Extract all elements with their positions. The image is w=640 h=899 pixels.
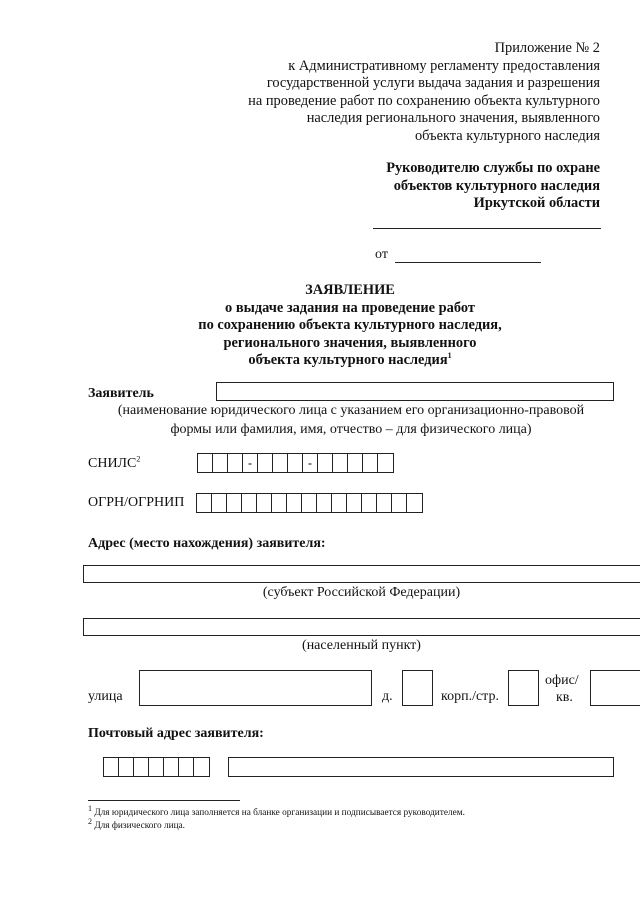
postal-index-cell[interactable] — [164, 758, 179, 776]
footnote-text: Для юридического лица заполняется на бланке организации и подписывается руководителем. — [94, 808, 465, 818]
snils-cell[interactable] — [363, 454, 378, 472]
applicant-hint-1: (наименование юридического лица с указанием его организационно-правовой — [117, 403, 585, 418]
ogrn-cell[interactable] — [257, 494, 272, 512]
recipient-line: Руководителю службы по охране — [386, 160, 600, 176]
ogrn-cell[interactable] — [332, 494, 347, 512]
recipient-name-line[interactable] — [373, 228, 601, 229]
recipient-line: Иркутской области — [473, 195, 600, 212]
applicant-label: Заявитель — [88, 386, 154, 401]
title-line: объекта культурного наследия — [248, 352, 448, 369]
subject-field[interactable] — [83, 565, 640, 583]
appendix-line: объекта культурного наследия — [414, 127, 600, 144]
snils-separator: - — [243, 454, 258, 472]
ogrn-field[interactable] — [196, 493, 423, 513]
locality-hint: (населенный пункт) — [302, 638, 421, 653]
snils-cell[interactable] — [348, 454, 363, 472]
snils-label — [88, 456, 140, 472]
title-line: о выдаче задания на проведение работ — [225, 299, 475, 316]
footnote-mark: 1 — [88, 803, 92, 813]
ogrn-cell[interactable] — [362, 494, 377, 512]
ogrn-cell[interactable] — [242, 494, 257, 512]
ogrn-cell[interactable] — [407, 494, 422, 512]
postal-index-cell[interactable] — [134, 758, 149, 776]
office-label-2: кв. — [556, 690, 573, 705]
snils-cell[interactable] — [273, 454, 288, 472]
postal-label: Почтовый адрес заявителя: — [88, 726, 264, 741]
snils-cell[interactable] — [333, 454, 348, 472]
house-label: д. — [382, 689, 393, 704]
locality-field[interactable] — [83, 618, 640, 636]
subject-hint: (субъект Российской Федерации) — [262, 585, 461, 600]
snils-cell[interactable] — [378, 454, 393, 472]
snils-field[interactable] — [197, 453, 394, 473]
appendix-line: к Административному регламенту предоставления — [288, 57, 600, 74]
footnote-1 — [88, 803, 465, 819]
ogrn-label: ОГРН/ОГРНИП — [88, 495, 185, 510]
footnote-mark: 2 — [88, 816, 92, 826]
footnote-divider — [88, 800, 240, 801]
title-line: по сохранению объекта культурного наследия, — [198, 317, 502, 334]
appendix-line: Приложение № 2 — [494, 40, 600, 56]
title-heading: ЗАЯВЛЕНИЕ — [305, 282, 395, 298]
ogrn-cell[interactable] — [392, 494, 407, 512]
postal-address-field[interactable] — [228, 757, 614, 777]
snils-cell[interactable] — [288, 454, 303, 472]
office-label-1: офис/ — [545, 673, 579, 688]
applicant-field[interactable] — [216, 382, 614, 401]
snils-cell[interactable] — [258, 454, 273, 472]
house-field[interactable] — [402, 670, 433, 706]
applicant-hint-2: формы или фамилия, имя, отчество – для физического лица) — [170, 422, 532, 437]
postal-index-cell[interactable] — [119, 758, 134, 776]
street-field[interactable] — [139, 670, 372, 706]
snils-label-text: СНИЛС — [88, 456, 137, 471]
snils-cell[interactable] — [198, 454, 213, 472]
appendix-line: государственной услуги выдача задания и разрешения — [266, 75, 600, 92]
appendix-line: на проведение работ по сохранению объекта культурного — [248, 92, 600, 109]
building-field[interactable] — [508, 670, 539, 706]
office-field[interactable] — [590, 670, 640, 706]
ogrn-cell[interactable] — [227, 494, 242, 512]
ogrn-cell[interactable] — [302, 494, 317, 512]
footnote-2 — [88, 816, 186, 832]
postal-index-cell[interactable] — [149, 758, 164, 776]
document-title — [100, 282, 600, 370]
postal-index-cell[interactable] — [194, 758, 209, 776]
snils-cell[interactable] — [318, 454, 333, 472]
postal-index-cell[interactable] — [179, 758, 194, 776]
title-line: регионального значения, выявленного — [223, 334, 477, 351]
recipient-line: объектов культурного наследия — [393, 177, 600, 194]
street-label: улица — [88, 689, 123, 704]
title-line-last — [100, 352, 600, 370]
ogrn-cell[interactable] — [197, 494, 212, 512]
snils-cell[interactable] — [228, 454, 243, 472]
ogrn-cell[interactable] — [347, 494, 362, 512]
address-label: Адрес (место нахождения) заявителя: — [88, 536, 326, 551]
ogrn-cell[interactable] — [212, 494, 227, 512]
recipient-block — [280, 160, 600, 213]
footnote-ref-1: 1 — [447, 351, 452, 361]
footnote-text: Для физического лица. — [94, 821, 186, 831]
ogrn-cell[interactable] — [287, 494, 302, 512]
postal-index-field[interactable] — [103, 757, 210, 777]
from-name-line[interactable] — [395, 262, 541, 263]
ogrn-cell[interactable] — [272, 494, 287, 512]
appendix-header — [180, 40, 600, 146]
from-label: от — [375, 247, 388, 262]
appendix-line: наследия регионального значения, выявленного — [306, 110, 600, 127]
ogrn-cell[interactable] — [377, 494, 392, 512]
postal-index-cell[interactable] — [104, 758, 119, 776]
snils-separator: - — [303, 454, 318, 472]
ogrn-cell[interactable] — [317, 494, 332, 512]
snils-cell[interactable] — [213, 454, 228, 472]
footnote-ref-2: 2 — [136, 454, 141, 464]
building-label: корп./стр. — [441, 689, 499, 704]
